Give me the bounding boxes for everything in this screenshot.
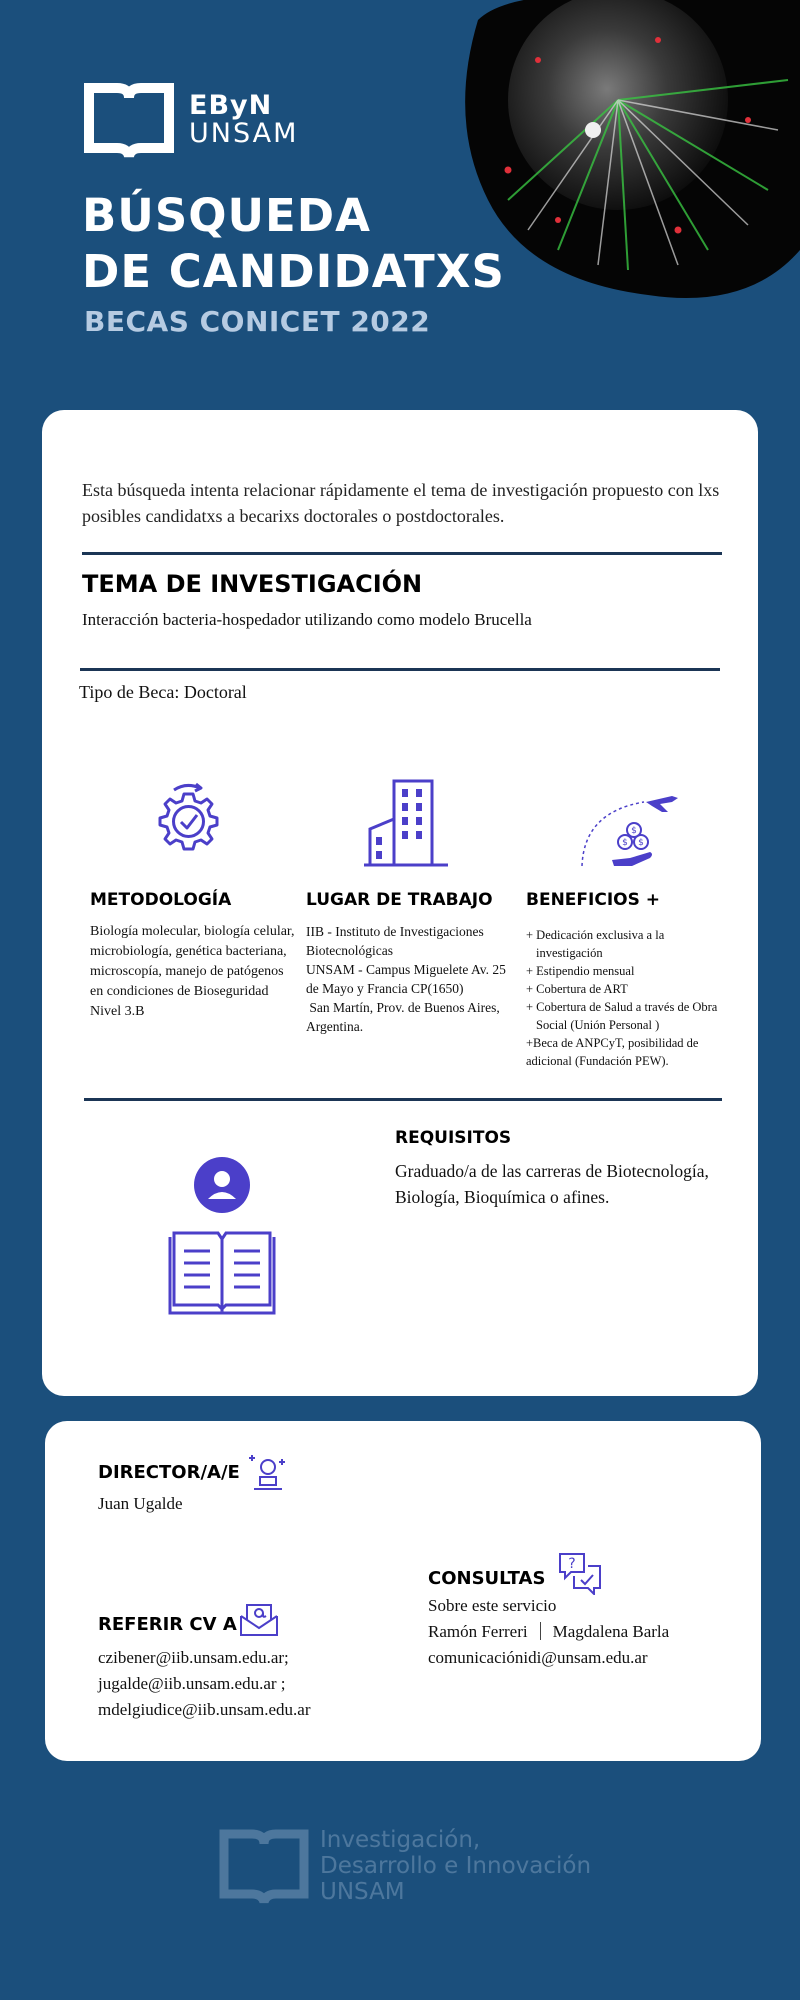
svg-text:?: ?	[568, 1556, 576, 1572]
consultas-name-1: Ramón Ferreri	[428, 1622, 528, 1641]
footer-line-1: Investigación,	[320, 1827, 481, 1853]
list-item: +Beca de ANPCyT, posibilidad de adicional (Fundación PEW).	[526, 1036, 699, 1068]
logo-line-1: EByN	[189, 89, 273, 121]
tema-text: Interacción bacteria-hospedador utilizando como modelo Brucella	[82, 610, 532, 629]
intro-text: Esta búsqueda intenta relacionar rápidamente el tema de investigación propuesto con lxs posibles candidatxs a becarixs doctorales o postdoctorales.	[82, 480, 720, 526]
person-book-icon	[164, 1155, 280, 1317]
book-logo-icon	[218, 1826, 310, 1906]
consultas-email[interactable]: comunicaciónidi@unsam.edu.ar	[428, 1648, 648, 1667]
referir-email[interactable]: mdelgiudice@iib.unsam.edu.ar	[98, 1700, 311, 1719]
consultas-title: CONSULTAS	[428, 1568, 546, 1589]
director-icon	[248, 1449, 288, 1493]
microscopy-image	[448, 0, 800, 300]
main-card	[42, 410, 758, 1396]
director-title: DIRECTOR/A/E	[98, 1462, 240, 1483]
beneficios-list	[526, 926, 731, 1070]
consultas-names	[428, 1619, 669, 1645]
page-title	[82, 188, 505, 300]
tipo-beca: Tipo de Beca: Doctoral	[79, 682, 247, 702]
list-item: + Dedicación exclusiva a la investigación	[526, 928, 665, 960]
svg-text:$: $	[631, 826, 637, 836]
metodologia-text: Biología molecular, biología celular, microbiología, genética bacteriana, microscopía, manejo de patógenos en condiciones de Bioseguridad Nivel 3.B	[90, 924, 295, 1019]
beneficios-title: BENEFICIOS +	[526, 890, 661, 910]
consultas-line-1: Sobre este servicio	[428, 1596, 557, 1615]
referir-title: REFERIR CV A	[98, 1614, 237, 1635]
lugar-text	[306, 922, 516, 1036]
list-item: + Cobertura de ART	[526, 982, 628, 996]
list-item: + Cobertura de Salud a través de Obra Social (Unión Personal )	[526, 1000, 718, 1032]
svg-text:$: $	[638, 838, 644, 848]
divider	[540, 1622, 541, 1640]
footer-line-3: UNSAM	[320, 1879, 405, 1905]
svg-text:$: $	[622, 838, 628, 848]
lugar-title: LUGAR DE TRABAJO	[306, 890, 493, 910]
mail-at-icon	[238, 1602, 280, 1638]
gear-check-icon	[146, 780, 230, 868]
tema-title: TEMA DE INVESTIGACIÓN	[82, 570, 423, 598]
lugar-line-1: IIB - Instituto de Investigaciones Biotecnológicas	[306, 924, 484, 958]
consultas-name-2: Magdalena Barla	[552, 1622, 670, 1641]
lugar-line-3: San Martín, Prov. de Buenos Aires, Argentina.	[306, 1000, 503, 1034]
metodologia-title: METODOLOGÍA	[90, 890, 232, 910]
title-line-1: BÚSQUEDA	[82, 189, 371, 242]
requisitos-text: Graduado/a de las carreras de Biotecnología, Biología, Bioquímica o afines.	[395, 1161, 709, 1207]
footer-logo	[218, 1826, 591, 1906]
divider	[84, 1098, 722, 1101]
book-logo-icon	[83, 80, 175, 160]
director-name: Juan Ugalde	[98, 1494, 183, 1513]
ebyn-logo	[83, 80, 298, 160]
list-item: + Estipendio mensual	[526, 964, 635, 978]
plane-money-icon	[574, 782, 684, 872]
title-line-2: DE CANDIDATXS	[82, 245, 505, 298]
contact-card	[45, 1421, 761, 1761]
building-icon	[360, 775, 452, 869]
page-subtitle: BECAS CONICET 2022	[84, 305, 431, 338]
logo-line-2: UNSAM	[189, 118, 299, 149]
divider	[80, 668, 720, 671]
footer-line-2: Desarrollo e Innovación	[320, 1853, 592, 1879]
referir-emails	[98, 1645, 311, 1723]
chat-question-icon	[557, 1551, 603, 1595]
lugar-line-2: UNSAM - Campus Miguelete Av. 25 de Mayo y Francia CP(1650)	[306, 962, 506, 996]
divider	[82, 552, 722, 555]
requisitos-title: REQUISITOS	[395, 1128, 512, 1148]
referir-email[interactable]: czibener@iib.unsam.edu.ar;	[98, 1648, 289, 1667]
referir-email[interactable]: jugalde@iib.unsam.edu.ar ;	[98, 1674, 286, 1693]
